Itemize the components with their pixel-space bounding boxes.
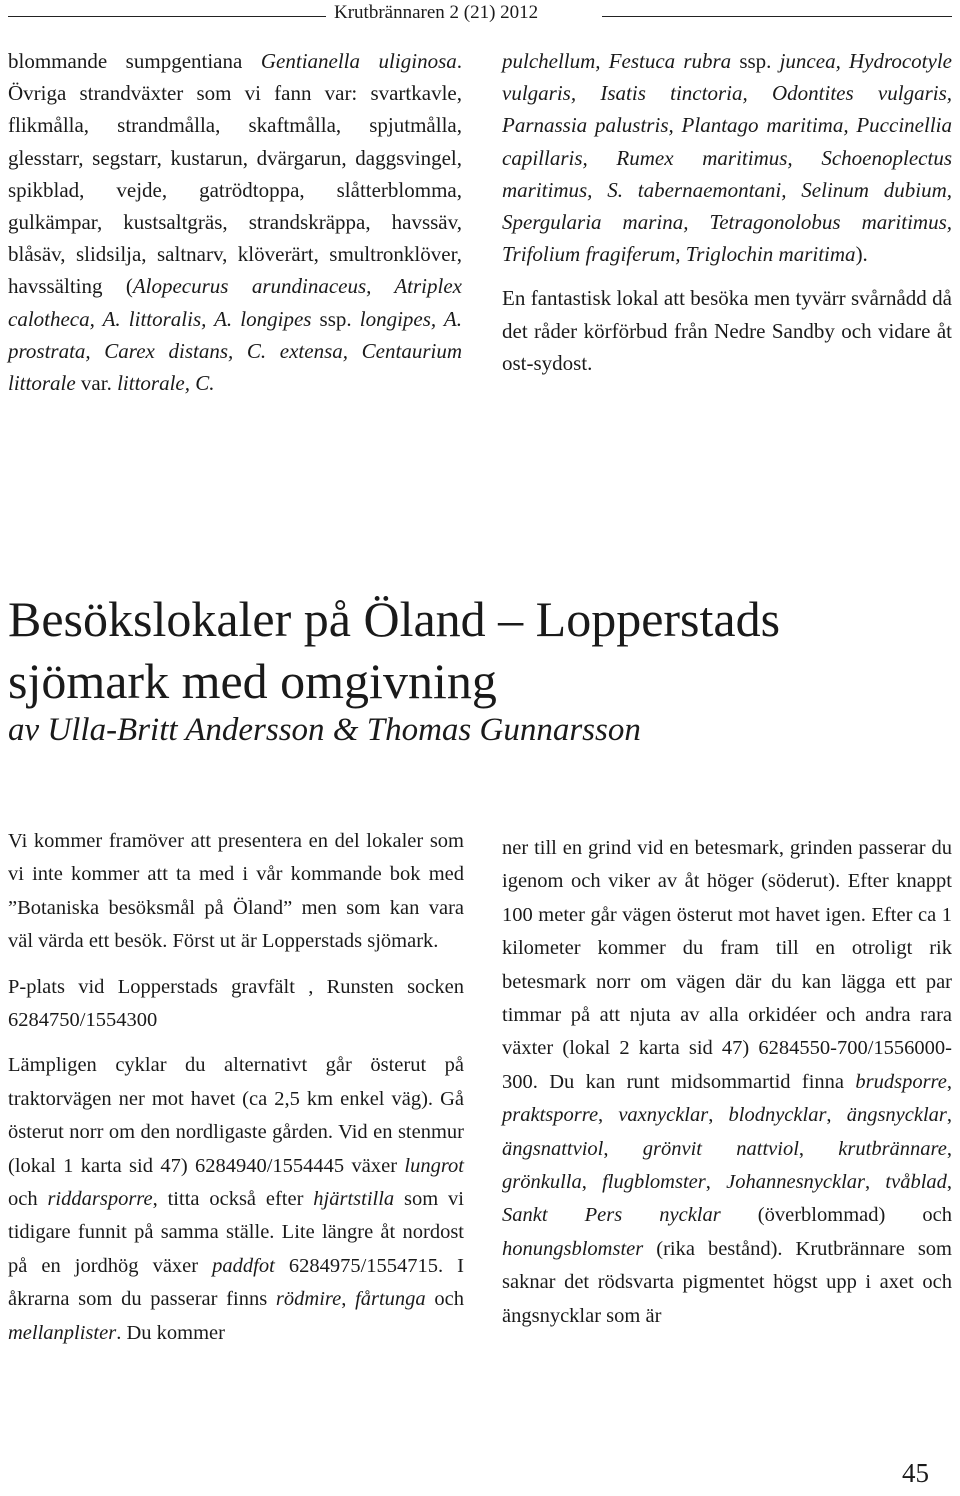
text-run: blommande sumpgentiana bbox=[8, 49, 261, 73]
italic-run: longipes, A. prostrata, Carex distans, C. extensa, Centaurium littorale bbox=[8, 306, 462, 396]
text-run: ssp. bbox=[731, 49, 780, 73]
text-run: , bbox=[865, 1171, 886, 1194]
italic-run: hjärtstilla bbox=[313, 1188, 395, 1211]
paragraph bbox=[8, 825, 464, 959]
italic-run: vaxnycklar bbox=[618, 1104, 709, 1127]
paragraph bbox=[502, 832, 952, 1333]
running-header bbox=[0, 0, 960, 30]
italic-run: flugblomster bbox=[602, 1171, 706, 1194]
paragraph bbox=[8, 971, 464, 1038]
italic-run: Johannesnycklar bbox=[726, 1171, 866, 1194]
article-byline: av Ulla-Britt Andersson & Thomas Gunnarsson bbox=[8, 712, 641, 748]
article-column-left bbox=[8, 825, 464, 1362]
text-run: ssp. bbox=[311, 306, 360, 331]
previous-article-column-right bbox=[502, 45, 952, 391]
text-run: var. bbox=[75, 371, 118, 396]
paragraph bbox=[8, 45, 462, 399]
text-run: , bbox=[946, 1070, 952, 1093]
italic-run: blodnycklar bbox=[728, 1104, 827, 1127]
text-run: . Övriga strandväxter som vi fann var: svartkavle, flikmålla, strandmålla, skaftmålla, spjutmålla, glesstarr, segstarr, kustarun, dvärgarun, daggsvingel, spikblad, vejde, gatrödtoppa, slåtterblomma, gulkämpar, kustsaltgräs, strandskräppa, havssäv, blåsäv, slidsilja, saltnarv, klöverärt, smultronklöver, havssälting ( bbox=[8, 49, 462, 299]
text-run: , bbox=[708, 1104, 729, 1127]
italic-run: pulchellum, Festuca rubra bbox=[502, 49, 732, 73]
text-run: ). bbox=[855, 242, 868, 267]
italic-run: grönvit nattviol bbox=[642, 1137, 799, 1160]
italic-run: riddarsporre bbox=[47, 1188, 153, 1211]
text-run: , bbox=[946, 1137, 952, 1160]
italic-run: ängsnattviol bbox=[502, 1137, 604, 1160]
paragraph bbox=[502, 282, 952, 379]
paragraph bbox=[8, 1049, 464, 1350]
text-run: Lämpligen cyklar du alternativt går österut på traktorvägen ner mot havet (ca 2,5 km enkel väg). Gå österut norr om den nordligaste gården. Vid en stenmur (lokal 1 karta sid 47) 6284940/1554445 växer bbox=[8, 1054, 464, 1177]
italic-run: fårtunga bbox=[355, 1288, 426, 1311]
italic-run: grönkulla bbox=[502, 1171, 582, 1194]
text-run: som vi tidigare funnit på samma ställe. Lite längre åt nordost på en jordhög växer bbox=[8, 1188, 464, 1277]
text-run: Vi kommer framöver att presentera en del lokaler som vi inte kommer att ta med i vår kommande bok med ”Botaniska besöksmål på Öland” men som kan vara väl värda ett besök. Först ut är Lopperstads sjömark. bbox=[8, 830, 464, 953]
italic-run: brudsporre bbox=[855, 1070, 947, 1093]
article-title-line-1: Besökslokaler på Öland – Lopperstads bbox=[8, 591, 781, 647]
article-column-right bbox=[502, 832, 952, 1345]
italic-run: Gentianella uliginosa bbox=[260, 49, 457, 73]
italic-run: praktsporre bbox=[502, 1104, 599, 1127]
italic-run: honungsblomster bbox=[502, 1237, 644, 1260]
text-run: , bbox=[946, 1171, 953, 1194]
text-run: ner till en grind vid en betesmark, grinden passerar du igenom och viker av åt höger (söderut). Efter knappt 100 meter går vägen österut mot havet igen. Efter ca 1 kilometer kommer du fram till en otroligt rik betesmark norr om vägen där du kan lägga ett par timmar på att njuta av alla orkidéer och andra rara växter (lokal 2 karta sid 47) 6284550-700/1556000-300. Du kan runt midsommartid finna bbox=[502, 837, 952, 1093]
text-run: och bbox=[425, 1288, 465, 1311]
header-rule-left bbox=[8, 16, 326, 17]
article-title-line-2: sjömark med omgivning bbox=[8, 653, 497, 709]
italic-run: littorale, C. bbox=[117, 371, 215, 396]
italic-run: rödmire bbox=[275, 1288, 342, 1311]
paragraph bbox=[502, 45, 952, 270]
article-title bbox=[8, 588, 952, 712]
text-run: (överblommad) och bbox=[720, 1204, 952, 1227]
text-run: , bbox=[946, 1104, 953, 1127]
page-number: 45 bbox=[902, 1458, 929, 1488]
text-run: , bbox=[603, 1137, 643, 1160]
text-run: och bbox=[8, 1188, 48, 1211]
italic-run: ängsnycklar bbox=[846, 1104, 947, 1127]
text-run: , bbox=[341, 1288, 356, 1311]
text-run: , bbox=[826, 1104, 847, 1127]
italic-run: Sankt Pers nycklar bbox=[502, 1204, 721, 1227]
text-run: 6284975/1554715. I åkrarna som du passerar finns bbox=[8, 1254, 464, 1311]
italic-run: juncea, Hydrocotyle vulgaris, Isatis tinctoria, Odontites vulgaris, Parnassia palustris, Plantago maritima, Puccinellia capillaris, Rumex maritimus, Schoenoplectus maritimus, S. tabernaemontani, Selinum dubium, Spergularia marina, Tetragonolobus maritimus, Trifolium fragiferum, Triglochin maritima bbox=[502, 49, 952, 267]
text-run: , bbox=[581, 1171, 603, 1194]
text-run: , bbox=[798, 1137, 839, 1160]
text-run: , bbox=[705, 1171, 727, 1194]
journal-issue-title: Krutbrännaren 2 (21) 2012 bbox=[334, 2, 539, 23]
text-run: . Du kommer bbox=[116, 1321, 225, 1344]
text-run: , bbox=[598, 1104, 619, 1127]
text-run: (rika bestånd). Krutbrännare som saknar det rödsvarta pigmentet högst upp i axet och ängsnycklar som är bbox=[502, 1237, 952, 1327]
text-run: , titta också efter bbox=[152, 1188, 314, 1211]
italic-run: paddfot bbox=[212, 1254, 275, 1277]
italic-run: mellanplister bbox=[8, 1321, 117, 1344]
previous-article-column-left bbox=[8, 45, 462, 411]
italic-run: krutbrännare bbox=[838, 1137, 947, 1160]
italic-run: tvåblad bbox=[885, 1171, 947, 1194]
italic-run: Alopecurus arundinaceus, Atriplex calotheca, A. littoralis, A. longipes bbox=[8, 274, 462, 331]
text-run: P-plats vid Lopperstads gravfält , Runsten socken 6284750/1554300 bbox=[8, 975, 464, 1032]
text-run: En fantastisk lokal att besöka men tyvärr svårnådd då det råder körförbud från Nedre Sandby och vidare åt ost-sydost. bbox=[502, 286, 952, 375]
header-rule-right bbox=[602, 16, 952, 17]
italic-run: lungrot bbox=[404, 1154, 464, 1177]
